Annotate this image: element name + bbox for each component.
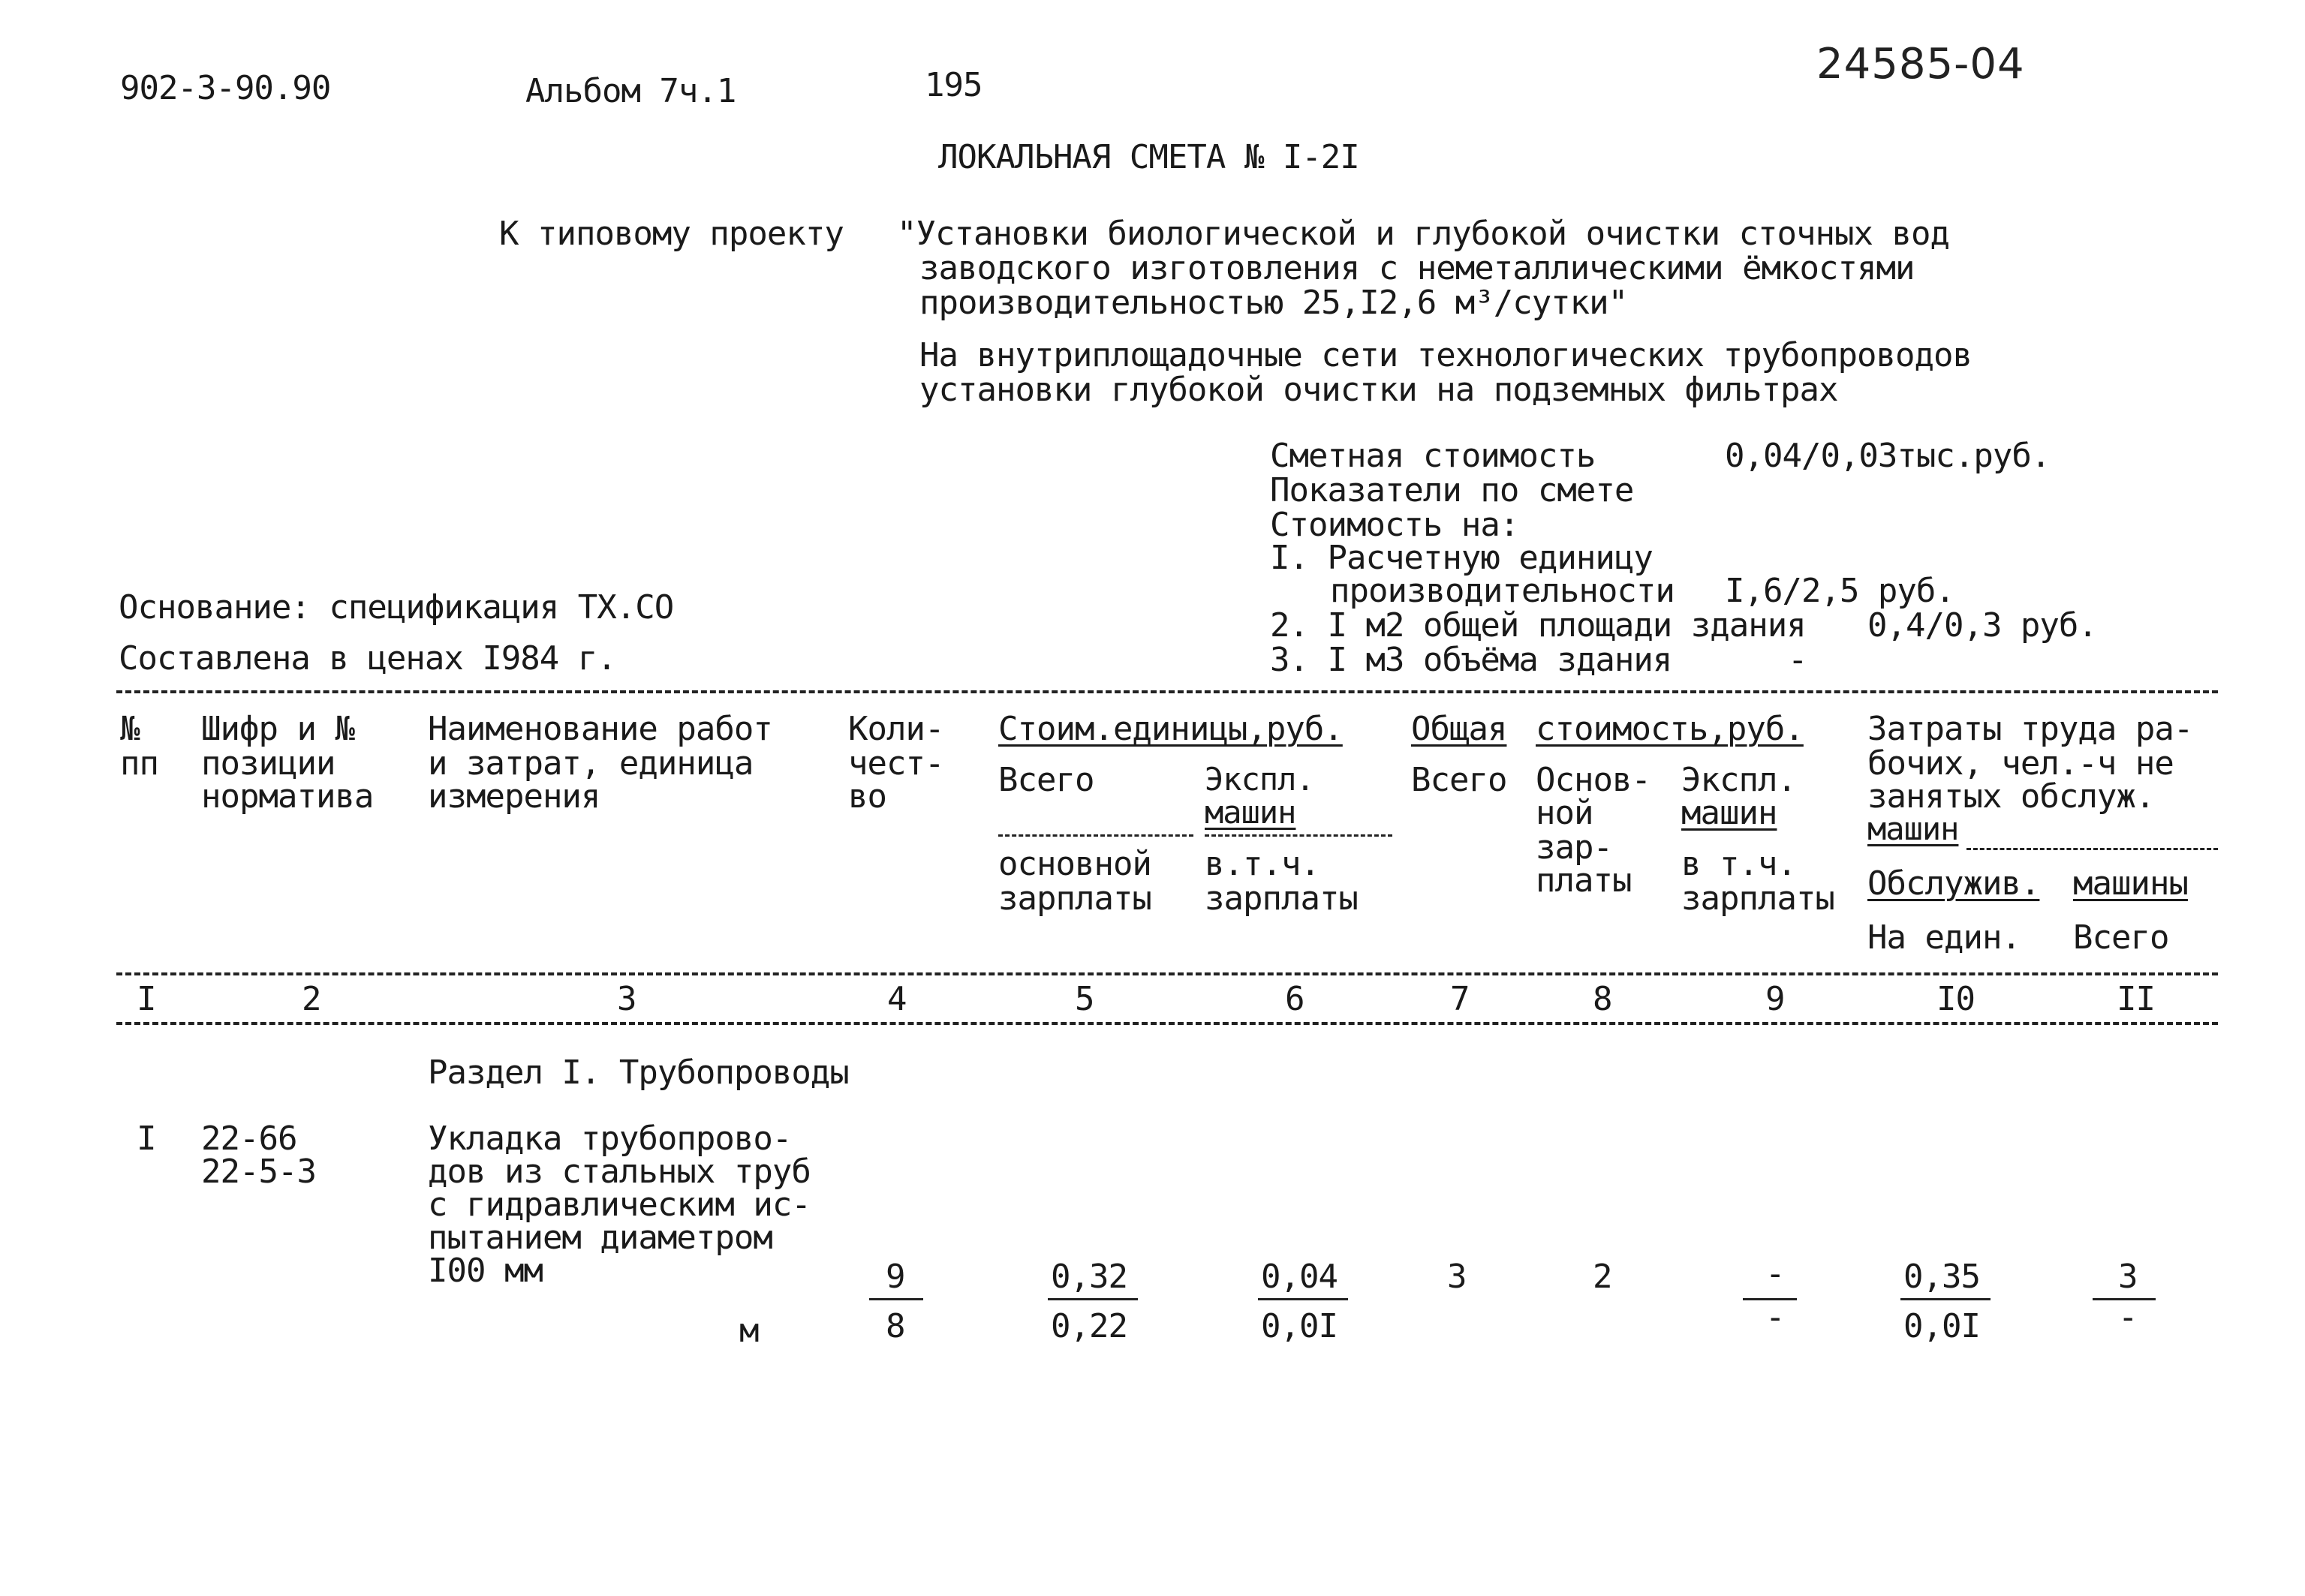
indicator-3: 3. I м3 объёма здания	[1270, 641, 1672, 679]
hdr-labor-rule	[1966, 848, 2218, 850]
col-num-7: 7	[1450, 980, 1470, 1018]
hdr-c5c: зарплаты	[998, 879, 1151, 918]
hdr-c11a: машины	[2073, 864, 2188, 903]
c8-value: 2	[1593, 1258, 1612, 1296]
hdr-c11b: Всего	[2073, 918, 2169, 957]
col-num-10: I0	[1936, 980, 1975, 1018]
page-number: 195	[925, 66, 982, 104]
hdr-total-cost-a: Общая	[1411, 710, 1507, 748]
hdr-c5a: Всего	[998, 761, 1094, 799]
col-num-2: 2	[302, 980, 321, 1018]
hdr-labor-d: машин	[1867, 810, 1959, 847]
c6-top: 0,04	[1261, 1258, 1338, 1296]
basis-prices: Составлена в ценах I984 г.	[119, 639, 616, 678]
c7-value: 3	[1447, 1258, 1467, 1296]
col-num-4: 4	[887, 980, 907, 1018]
row-number: I	[137, 1120, 156, 1158]
col-num-5: 5	[1075, 980, 1094, 1018]
c10-bottom: 0,0I	[1903, 1307, 1980, 1345]
hdr-total-cost-b: стоимость,руб.	[1536, 710, 1804, 748]
project-line-1: "Установки биологической и глубокой очистки сточных вод	[897, 215, 1949, 253]
indicator-1a: I. Расчетную единицу	[1270, 539, 1653, 577]
row-name-1: Укладка трубопрово-	[428, 1120, 792, 1158]
c9-top: -	[1765, 1255, 1785, 1293]
row-unit: м	[739, 1312, 759, 1350]
c11-top: 3	[2118, 1258, 2138, 1296]
hdr-c8b: ной	[1536, 794, 1593, 832]
indicator-3-value: -	[1788, 641, 1807, 679]
project-lead: К типовому проекту	[499, 215, 844, 253]
col-num-9: 9	[1765, 980, 1785, 1018]
col-num-bottom-rule	[116, 1022, 2218, 1025]
c6-bottom: 0,0I	[1261, 1307, 1338, 1345]
c5-fraction-line	[1048, 1298, 1138, 1300]
hdr-c4b: чест-	[848, 744, 944, 783]
col-num-6: 6	[1285, 980, 1304, 1018]
hdr-c8d: платы	[1536, 861, 1632, 900]
hdr-labor-b: бочих, чел.-ч не	[1867, 744, 2174, 783]
hdr-c3a: Наименование работ	[428, 710, 772, 748]
row-code-1: 22-66	[201, 1120, 297, 1158]
row-name-3: с гидравлическим ис-	[428, 1186, 811, 1224]
hdr-c3c: измерения	[428, 777, 600, 816]
hdr-c7a: Всего	[1411, 761, 1507, 799]
col-num-11: II	[2117, 980, 2155, 1018]
c5-bottom: 0,22	[1051, 1307, 1127, 1345]
hdr-c9a: Экспл.	[1681, 761, 1796, 799]
hdr-c10b: На един.	[1867, 918, 2021, 957]
indicator-1b: производительности	[1330, 572, 1675, 610]
handwritten-number: 24585-04	[1816, 40, 2025, 89]
hdr-labor-a: Затраты труда ра-	[1867, 710, 2193, 748]
table-top-rule	[116, 690, 2218, 693]
section-heading: Раздел I. Трубопроводы	[428, 1053, 849, 1092]
indicator-2: 2. I м2 общей площади здания	[1270, 606, 1806, 645]
basis-spec: Основание: спецификация ТХ.СО	[119, 588, 674, 627]
col-num-3: 3	[617, 980, 636, 1018]
cost-value: 0,04/0,03тыс.руб.	[1725, 437, 2051, 475]
hdr-c4a: Коли-	[848, 710, 944, 748]
project-line-3: производительностью 25,I2,6 м³/сутки"	[919, 284, 1628, 322]
hdr-c9b: машин	[1681, 794, 1777, 832]
hdr-c3b: и затрат, единица	[428, 744, 754, 783]
hdr-c6c: в.т.ч.	[1205, 845, 1320, 883]
hdr-c10a: Обслужив.	[1867, 864, 2040, 903]
c9-bottom: -	[1765, 1298, 1785, 1336]
hdr-c2a: Шифр и №	[201, 710, 354, 748]
table-header-bottom-rule	[116, 972, 2218, 975]
hdr-c6d: зарплаты	[1205, 879, 1358, 918]
hdr-c5b: основной	[998, 845, 1151, 883]
hdr-c2c: норматива	[201, 777, 374, 816]
cost-label: Сметная стоимость	[1270, 437, 1596, 475]
hdr-c5-rule	[998, 834, 1193, 837]
hdr-c8a: Основ-	[1536, 761, 1651, 799]
hdr-c2b: позиции	[201, 744, 336, 783]
qty-top: 9	[886, 1258, 905, 1296]
hdr-c9c: в т.ч.	[1681, 845, 1796, 883]
hdr-c1b: пп	[120, 744, 158, 783]
hdr-unit-cost: Стоим.единицы,руб.	[998, 710, 1343, 748]
cost-for-label: Стоимость на:	[1270, 506, 1519, 544]
row-name-4: пытанием диаметром	[428, 1219, 772, 1257]
col-num-1: I	[137, 980, 156, 1018]
indicator-1-value: I,6/2,5 руб.	[1725, 572, 1954, 610]
row-code-2: 22-5-3	[201, 1153, 316, 1191]
document-code: 902-3-90.90	[120, 69, 331, 107]
indicators-label: Показатели по смете	[1270, 471, 1634, 509]
hdr-c6a: Экспл.	[1205, 761, 1314, 798]
row-name-2: дов из стальных труб	[428, 1153, 811, 1191]
hdr-labor-c: занятых обслуж.	[1867, 777, 2155, 816]
hdr-c4c: во	[848, 777, 886, 816]
page-title: ЛОКАЛЬНАЯ СМЕТА № I-2I	[938, 138, 1359, 176]
subject-line-2: установки глубокой очистки на подземных фильтрах	[919, 371, 1838, 409]
subject-line-1: На внутриплощадочные сети технологических трубопроводов	[919, 336, 1972, 374]
c10-fraction-line	[1900, 1298, 1991, 1300]
hdr-c1a: №	[120, 710, 140, 748]
hdr-c6b: машин	[1205, 794, 1296, 831]
qty-bottom: 8	[886, 1307, 905, 1345]
album-label: Альбом 7ч.1	[525, 72, 736, 110]
hdr-c9d: зарплаты	[1681, 879, 1834, 918]
project-line-2: заводского изготовления с неметаллическими ёмкостями	[919, 249, 1915, 287]
indicator-2-value: 0,4/0,3 руб.	[1867, 606, 2097, 645]
c5-top: 0,32	[1051, 1258, 1127, 1296]
hdr-c6-rule	[1205, 834, 1392, 837]
c10-top: 0,35	[1903, 1258, 1980, 1296]
c6-fraction-line	[1258, 1298, 1348, 1300]
c11-bottom: -	[2118, 1298, 2138, 1336]
hdr-c8c: зар-	[1536, 828, 1612, 867]
qty-fraction-line	[869, 1298, 923, 1300]
col-num-8: 8	[1593, 980, 1612, 1018]
row-name-5: I00 мм	[428, 1252, 543, 1290]
